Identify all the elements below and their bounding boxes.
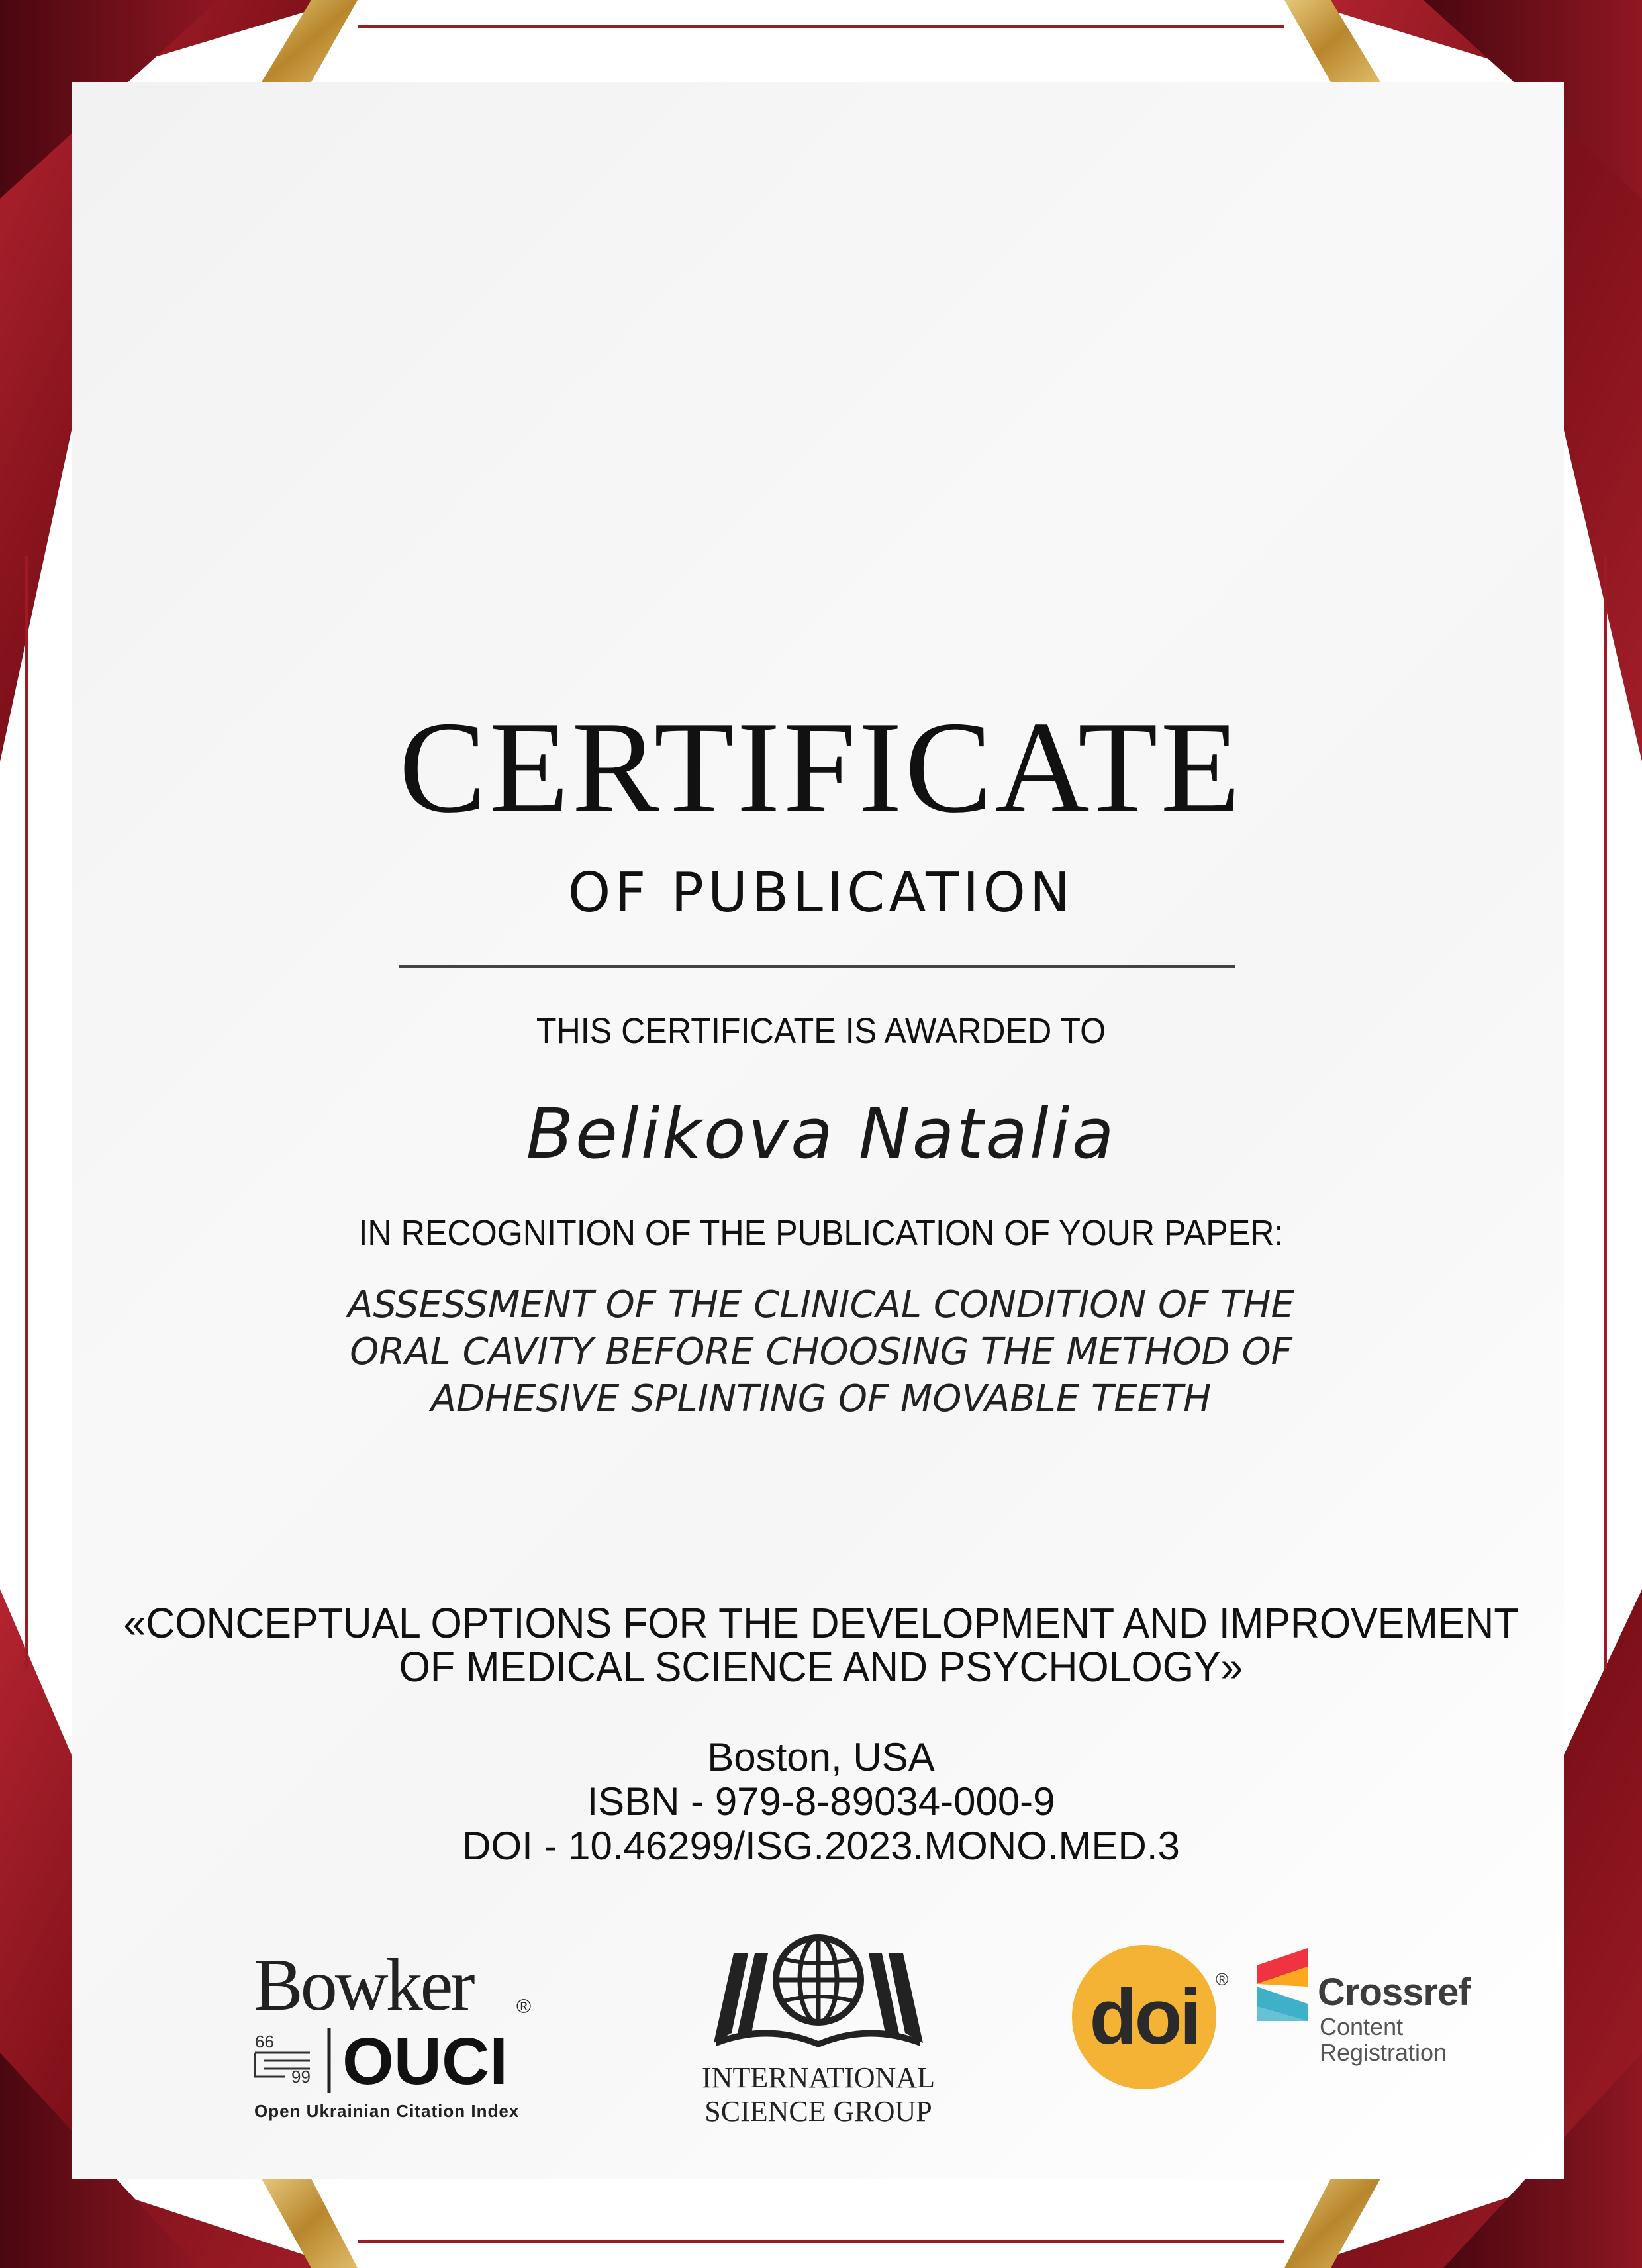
certificate-title: CERTIFICATE [399,695,1243,840]
crossref-logo [1257,1948,1471,2066]
partner-logos [0,1920,1642,2145]
paper-title-line: ADHESIVE SPLINTING OF MOVABLE TEETH [430,1377,1212,1420]
isg-line2: SCIENCE GROUP [704,2095,932,2128]
doi-number: DOI - 10.46299/ISG.2023.MONO.MED.3 [462,1824,1180,1868]
paper-title [0,1281,1642,1422]
doi-logo [1072,1945,1228,2089]
location: Boston, USA [707,1735,935,1779]
conference-title [41,1601,1601,1689]
doi-registered-mark: ® [1216,1969,1229,1989]
certificate-subtitle: OF PUBLICATION [567,862,1075,924]
title-divider [399,965,1235,968]
paper-title-line: ASSESSMENT OF THE CLINICAL CONDITION OF THE [348,1283,1294,1326]
recipient-name: Belikova Natalia [526,1093,1116,1174]
globe-book-icon [714,1938,923,2047]
crossref-chevron-icon [1257,1948,1308,2021]
crossref-sub2: Registration [1320,2039,1447,2066]
crossref-sub1: Content [1320,2013,1404,2040]
doi-wordmark: doi [1089,1973,1199,2061]
conference-line: «CONCEPTUAL OPTIONS FOR THE DEVELOPMENT AND IMPROVEMENT [123,1599,1519,1647]
isg-logo [702,1938,935,2128]
bowker-wordmark: Bowker [254,1944,473,2026]
ouci-caption: Open Ukrainian Citation Index [254,2101,520,2121]
crossref-wordmark: Crossref [1318,1971,1471,2014]
conference-line: OF MEDICAL SCIENCE AND PSYCHOLOGY» [399,1643,1243,1691]
quote-icon [255,2032,311,2087]
recognition-label: IN RECOGNITION OF THE PUBLICATION OF YOUR PAPER: [358,1213,1284,1253]
svg-text:66: 66 [255,2032,274,2051]
publication-info [0,1735,1642,1868]
isbn: ISBN - 979-8-89034-000-9 [587,1779,1055,1824]
ouci-wordmark: OUCI [342,2024,508,2098]
bowker-ouci-logo [254,1944,531,2121]
isg-line1: INTERNATIONAL [702,2061,935,2094]
bowker-registered-mark: ® [516,1996,532,2018]
svg-text:99: 99 [291,2067,311,2087]
paper-title-line: ORAL CAVITY BEFORE CHOOSING THE METHOD OF [350,1330,1292,1373]
awarded-to-label: THIS CERTIFICATE IS AWARDED TO [536,1011,1106,1051]
